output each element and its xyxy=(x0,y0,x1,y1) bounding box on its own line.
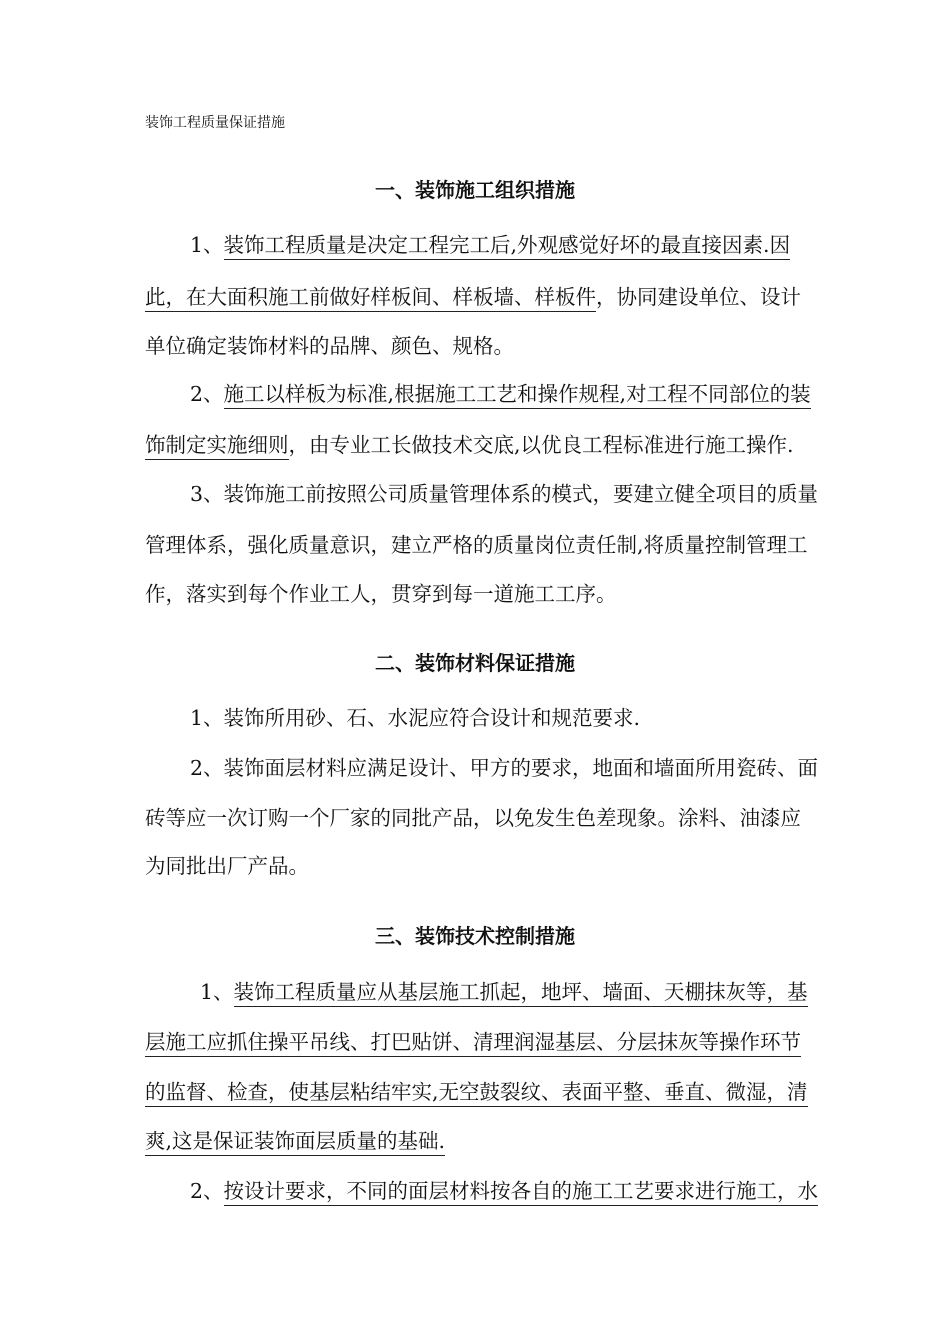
para-line: 的监督、检查，使基层粘结牢实,无空鼓裂纹、表面平整、垂直、微湿，清 xyxy=(145,1078,808,1106)
para-line: 作，落实到每个作业工人，贯穿到每一道施工工序。 xyxy=(145,582,617,606)
para-line: 2、施工以样板为标准,根据施工工艺和操作规程,对工程不同部位的装 xyxy=(190,380,811,408)
para-line: 2、按设计要求，不同的面层材料按各自的施工工艺要求进行施工，水 xyxy=(190,1177,818,1205)
section-heading-2: 二、装饰材料保证措施 xyxy=(375,651,575,675)
para-line: 为同批出厂产品。 xyxy=(145,854,309,878)
para-line: 1、装饰所用砂、石、水泥应符合设计和规范要求. xyxy=(190,706,641,730)
para-line: 2、装饰面层材料应满足设计、甲方的要求，地面和墙面所用瓷砖、面 xyxy=(190,756,819,780)
para-line: 层施工应抓住操平吊线、打巴贴饼、清理润湿基层、分层抹灰等操作环节 xyxy=(145,1028,801,1056)
para-line: 单位确定装饰材料的品牌、颜色、规格。 xyxy=(145,334,514,358)
para-line: 3、装饰施工前按照公司质量管理体系的模式，要建立健全项目的质量 xyxy=(190,482,819,506)
para-line: 爽,这是保证装饰面层质量的基础. xyxy=(145,1127,445,1155)
section-heading-1: 一、装饰施工组织措施 xyxy=(375,178,575,202)
document-title: 装饰工程质量保证措施 xyxy=(145,115,285,131)
para-line: 1、装饰工程质量是决定工程完工后,外观感觉好坏的最直接因素.因 xyxy=(190,231,790,259)
para-line: 砖等应一次订购一个厂家的同批产品，以免发生色差现象。涂料、油漆应 xyxy=(145,806,801,830)
para-line: 饰制定实施细则，由专业工长做技术交底,以优良工程标准进行施工操作. xyxy=(145,431,794,459)
para-line: 管理体系，强化质量意识，建立严格的质量岗位责任制,将质量控制管理工 xyxy=(145,533,808,557)
para-line: 1、装饰工程质量应从基层施工抓起，地坪、墙面、天棚抹灰等，基 xyxy=(200,978,808,1006)
section-heading-3: 三、装饰技术控制措施 xyxy=(375,924,575,948)
para-line: 此，在大面积施工前做好样板间、样板墙、样板件，协同建设单位、设计 xyxy=(145,283,801,311)
